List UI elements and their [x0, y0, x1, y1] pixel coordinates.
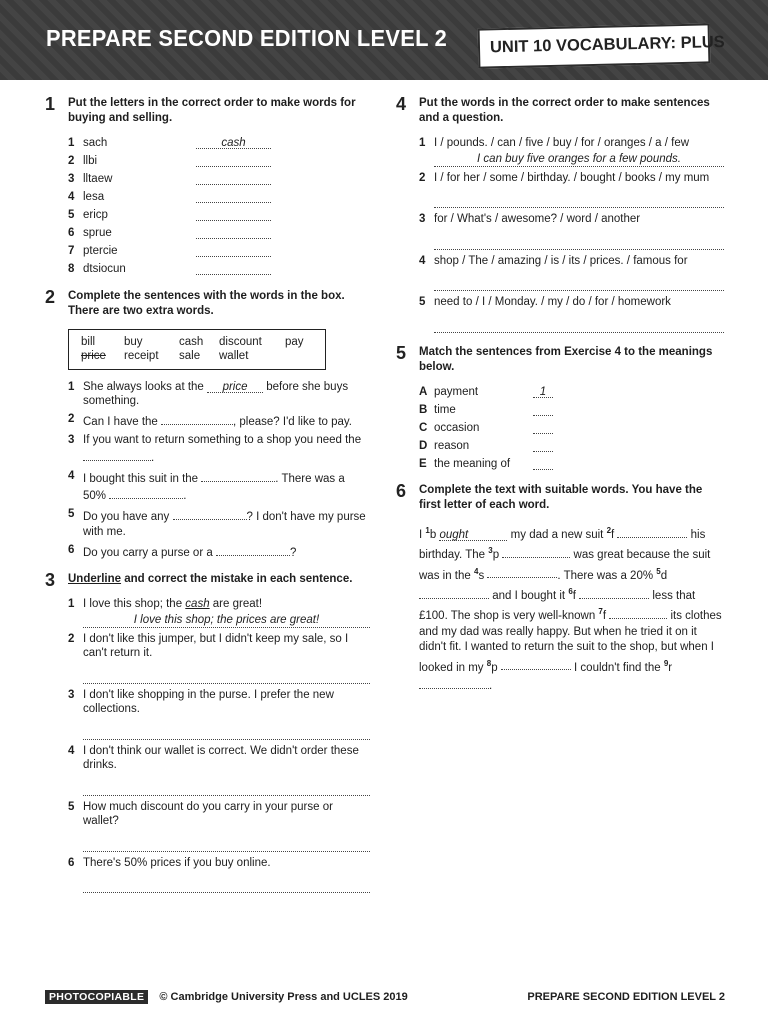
- box-word: wallet: [219, 350, 249, 362]
- sentence-part: before she buys something.: [83, 380, 349, 407]
- item-number: 1: [68, 380, 75, 393]
- gap-field[interactable]: [487, 565, 557, 578]
- item-number: 5: [68, 508, 75, 520]
- list-item: [68, 597, 370, 628]
- item-text: ericp: [83, 209, 108, 221]
- answer-field[interactable]: 1: [533, 385, 553, 398]
- box-word: buy: [124, 335, 143, 348]
- answer-line[interactable]: I can buy five oranges for a few pounds.: [434, 152, 724, 167]
- text-part: and I bought it: [492, 589, 566, 602]
- item-number: 5: [68, 209, 75, 221]
- list-item: [419, 421, 724, 436]
- gap-field[interactable]: ought: [439, 528, 507, 541]
- list-item: [68, 632, 370, 684]
- exercise-number: 2: [45, 286, 56, 307]
- item-text: [83, 433, 370, 465]
- item-text: I / for her / some / birthday. / bought / books / my mum: [434, 171, 710, 184]
- list-item: [419, 212, 724, 250]
- text-part: his birthday. The: [419, 528, 706, 562]
- item-text: I don't think our wallet is correct. We didn't order these drinks.: [83, 744, 359, 771]
- item-number: 5: [68, 800, 75, 813]
- item-text: [83, 412, 370, 430]
- item-text: sach: [83, 137, 108, 149]
- list-item: [68, 856, 370, 894]
- text-part: my dad a new suit: [510, 528, 604, 541]
- item-number: 2: [68, 155, 75, 167]
- underlined-mistake: cash: [185, 598, 210, 610]
- gap-first-letter: s: [478, 569, 485, 582]
- gap-number: 4: [473, 566, 479, 576]
- exercise-number: 4: [396, 94, 407, 114]
- item-number: 1: [419, 137, 426, 149]
- gap-first-letter: p: [492, 549, 500, 562]
- sentence-part: . There was a 50%: [83, 472, 345, 502]
- answer-field[interactable]: [201, 469, 275, 482]
- item-number: 5: [419, 296, 426, 308]
- sentence-part: ?: [289, 546, 297, 559]
- box-word-used: price: [81, 350, 106, 362]
- gap-field[interactable]: [419, 676, 489, 689]
- unit-label-box: [478, 23, 725, 68]
- exercise-instruction: Complete the sentences with the words in the box. There are two extra words.: [68, 289, 345, 317]
- list-item: [68, 172, 370, 187]
- answer-line[interactable]: [434, 193, 724, 208]
- box-word: cash: [179, 335, 204, 348]
- exercise-1: [45, 96, 370, 277]
- exercise-number: 1: [45, 94, 56, 114]
- list-item: [68, 800, 370, 852]
- item-text: payment: [434, 385, 479, 398]
- sentence-part: Can I have the: [83, 416, 158, 428]
- text-part: . There was a 20%: [557, 569, 654, 582]
- exercise-instruction: Put the letters in the correct order to make words for buying and selling.: [68, 97, 356, 124]
- answer-line[interactable]: [83, 878, 370, 893]
- item-letter: A: [419, 385, 428, 398]
- answer-line[interactable]: [83, 669, 370, 684]
- gap-fill-text: [419, 523, 724, 694]
- item-number: 8: [68, 263, 75, 275]
- gap-number: 1: [425, 526, 430, 535]
- list-item: [68, 469, 370, 504]
- item-text: the meaning of: [434, 457, 511, 470]
- item-text: dtsiocun: [83, 263, 126, 275]
- list-item: [68, 190, 370, 205]
- answer-field[interactable]: [196, 172, 271, 185]
- exercise-instruction: Complete the text with suitable words. You have the first letter of each word.: [419, 484, 703, 511]
- gap-first-letter: p: [491, 661, 498, 674]
- list-item: [68, 244, 370, 259]
- answer-field[interactable]: [216, 543, 290, 556]
- item-number: 3: [68, 688, 75, 701]
- page-footer: [45, 990, 725, 1004]
- sentence-part: ? I don't have my purse with me.: [83, 511, 366, 538]
- sentence-part: Do you have any: [83, 511, 170, 523]
- item-number: 4: [419, 254, 426, 267]
- instruction-underline-word: Underline: [68, 573, 122, 585]
- sentence-part: Do you carry a purse or a: [83, 546, 213, 559]
- gap-number: 2: [606, 526, 612, 535]
- answer-field[interactable]: [196, 226, 271, 239]
- item-text: need to / I / Monday. / my / do / for / homework: [434, 296, 671, 308]
- exercise-2: [45, 286, 370, 561]
- answer-field[interactable]: [196, 190, 271, 203]
- item-text: lesa: [83, 191, 105, 203]
- exercise-instruction: [68, 572, 370, 587]
- word-box: [68, 329, 326, 370]
- exercise-number: 3: [45, 570, 56, 590]
- answer-field[interactable]: [109, 486, 183, 499]
- item-text: [83, 507, 370, 539]
- gap-number: 7: [598, 607, 603, 617]
- answer-field[interactable]: [533, 421, 553, 434]
- item-text: occasion: [434, 421, 480, 434]
- list-item: [419, 136, 724, 167]
- item-text: I don't like shopping in the purse. I prefer the new collections.: [83, 688, 334, 715]
- list-item: [68, 208, 370, 223]
- item-number: 1: [68, 598, 75, 610]
- gap-first-letter: r: [668, 661, 673, 674]
- item-number: 2: [419, 171, 426, 184]
- item-number: 4: [68, 744, 75, 757]
- sentence-part: I love this shop; the: [83, 598, 186, 610]
- text-part: less that £100. The shop is very well-known: [419, 589, 696, 623]
- answer-line[interactable]: [83, 781, 370, 796]
- left-column: [45, 96, 370, 905]
- list-item: [419, 403, 724, 418]
- answer-line[interactable]: [434, 276, 724, 291]
- gap-number: 9: [663, 658, 669, 668]
- answer-field[interactable]: [533, 439, 553, 452]
- box-word: receipt: [124, 350, 159, 362]
- item-text: [83, 543, 370, 561]
- gap-number: 6: [568, 586, 573, 596]
- item-text: I / pounds. / can / five / buy / for / oranges / a / few: [434, 137, 690, 149]
- item-number: 2: [68, 632, 75, 645]
- right-column: [396, 96, 724, 706]
- box-word: bill: [81, 335, 96, 348]
- list-item: [68, 226, 370, 241]
- gap-number: 3: [488, 546, 493, 556]
- instruction-text: and correct the mistake in each sentence.: [121, 573, 353, 585]
- gap-number: 8: [486, 658, 492, 668]
- exercise-6: [396, 483, 724, 694]
- answer-field[interactable]: [196, 244, 271, 257]
- text-part: was great because the suit was in the: [419, 549, 711, 582]
- answer-field[interactable]: [173, 507, 247, 520]
- list-item: [68, 136, 370, 151]
- gap-first-letter: f: [602, 610, 607, 623]
- item-text: sprue: [83, 227, 112, 239]
- footer-book-title: PREPARE SECOND EDITION LEVEL 2: [527, 991, 725, 1003]
- book-title: PREPARE SECOND EDITION LEVEL 2: [46, 25, 448, 51]
- exercise-instruction: Put the words in the correct order to make sentences and a question.: [419, 97, 710, 124]
- item-text: reason: [434, 439, 470, 452]
- item-number: 3: [68, 434, 75, 446]
- sentence-part: She always looks at the: [83, 380, 204, 393]
- list-item: [419, 295, 724, 333]
- item-number: 2: [68, 413, 75, 425]
- list-item: [419, 385, 724, 400]
- text-part: .: [489, 679, 493, 692]
- text-part: its clothes and my dad was really happy. But when he tried it on it didn't fit. I wanted to return the suit to the shop, but when I looked in my: [419, 610, 722, 674]
- text-part: I couldn't find the: [574, 661, 661, 674]
- list-item: [68, 433, 370, 465]
- list-item: [419, 254, 724, 292]
- list-item: [419, 457, 724, 472]
- answer-field[interactable]: [83, 448, 151, 461]
- gap-field[interactable]: [419, 586, 489, 599]
- gap-field[interactable]: [617, 525, 687, 538]
- answer-field[interactable]: [533, 457, 553, 470]
- gap-first-letter: f: [611, 528, 615, 541]
- list-item: [68, 744, 370, 796]
- answer-line[interactable]: [83, 725, 370, 740]
- gap-field[interactable]: [501, 657, 571, 670]
- gap-first-letter: d: [660, 569, 668, 582]
- item-text: lltaew: [83, 173, 113, 185]
- item-text: [83, 380, 370, 409]
- answer-field[interactable]: [196, 208, 271, 221]
- list-item: [68, 507, 370, 539]
- answer-line[interactable]: [83, 837, 370, 852]
- item-number: 4: [68, 191, 75, 203]
- box-word: pay: [285, 335, 304, 348]
- photocopiable-label: PHOTOCOPIABLE: [45, 990, 148, 1004]
- exercise-5: [396, 342, 724, 472]
- item-text: I don't like this jumper, but I didn't keep my sale, so I can't return it.: [83, 632, 349, 659]
- item-number: 3: [419, 213, 426, 225]
- answer-field[interactable]: [196, 262, 271, 275]
- item-text: There's 50% prices if you buy online.: [83, 856, 271, 869]
- list-item: [68, 543, 370, 561]
- item-letter: C: [419, 421, 428, 434]
- item-text: time: [434, 403, 456, 416]
- list-item: [68, 688, 370, 740]
- answer-line[interactable]: [434, 318, 724, 333]
- box-word: sale: [179, 350, 201, 362]
- exercise-number: 5: [396, 342, 407, 363]
- unit-label: UNIT 10 VOCABULARY: PLUS: [489, 33, 725, 57]
- gap-field[interactable]: [579, 586, 649, 599]
- list-item: [68, 262, 370, 277]
- box-word: discount: [219, 335, 262, 348]
- gap-first-letter: b: [429, 528, 437, 541]
- item-letter: E: [419, 457, 427, 470]
- item-text: shop / The / amazing / is / its / prices. / famous for: [434, 254, 688, 267]
- gap-number: 5: [656, 566, 661, 576]
- copyright-text: © Cambridge University Press and UCLES 2019: [159, 991, 408, 1003]
- item-text: [83, 597, 370, 612]
- answer-field[interactable]: cash: [196, 136, 271, 149]
- list-item: [419, 439, 724, 454]
- text-part: I: [419, 528, 423, 541]
- item-letter: D: [419, 439, 428, 452]
- answer-field[interactable]: [161, 412, 233, 425]
- answer-field[interactable]: price: [207, 380, 263, 393]
- sentence-part: .: [183, 490, 187, 502]
- item-number: 6: [68, 543, 75, 556]
- item-number: 3: [68, 173, 75, 185]
- item-text: ptercie: [83, 245, 118, 257]
- item-number: 7: [68, 245, 75, 257]
- sentence-part: I bought this suit in the: [83, 472, 199, 485]
- sentence-part: , please? I'd like to pay.: [233, 416, 352, 428]
- list-item: [68, 380, 370, 409]
- answer-field[interactable]: [533, 403, 553, 416]
- gap-field[interactable]: [609, 606, 667, 619]
- exercise-instruction: Match the sentences from Exercise 4 to the meanings below.: [419, 345, 713, 373]
- exercise-number: 6: [396, 481, 407, 501]
- item-number: 6: [68, 227, 75, 239]
- gap-field[interactable]: [502, 545, 570, 558]
- item-number: 1: [68, 137, 75, 149]
- item-letter: B: [419, 403, 428, 416]
- item-text: How much discount do you carry in your purse or wallet?: [83, 800, 333, 827]
- list-item: [68, 154, 370, 169]
- item-text: for / What's / awesome? / word / another: [434, 213, 641, 225]
- sentence-part: If you want to return something to a shop you need the: [83, 434, 362, 446]
- header-banner: [0, 0, 768, 80]
- list-item: [419, 171, 724, 209]
- answer-line[interactable]: [434, 235, 724, 250]
- answer-field[interactable]: [196, 154, 271, 167]
- item-number: 4: [68, 469, 75, 482]
- exercise-4: [396, 96, 724, 333]
- sentence-part: are great!: [209, 598, 263, 610]
- item-number: 6: [68, 856, 75, 869]
- gap-first-letter: f: [572, 589, 576, 602]
- item-text: [83, 469, 370, 504]
- item-text: llbi: [83, 155, 98, 167]
- sentence-part: .: [151, 451, 155, 464]
- list-item: [68, 412, 370, 430]
- answer-line[interactable]: I love this shop; the prices are great!: [83, 613, 370, 628]
- exercise-3: [45, 572, 370, 893]
